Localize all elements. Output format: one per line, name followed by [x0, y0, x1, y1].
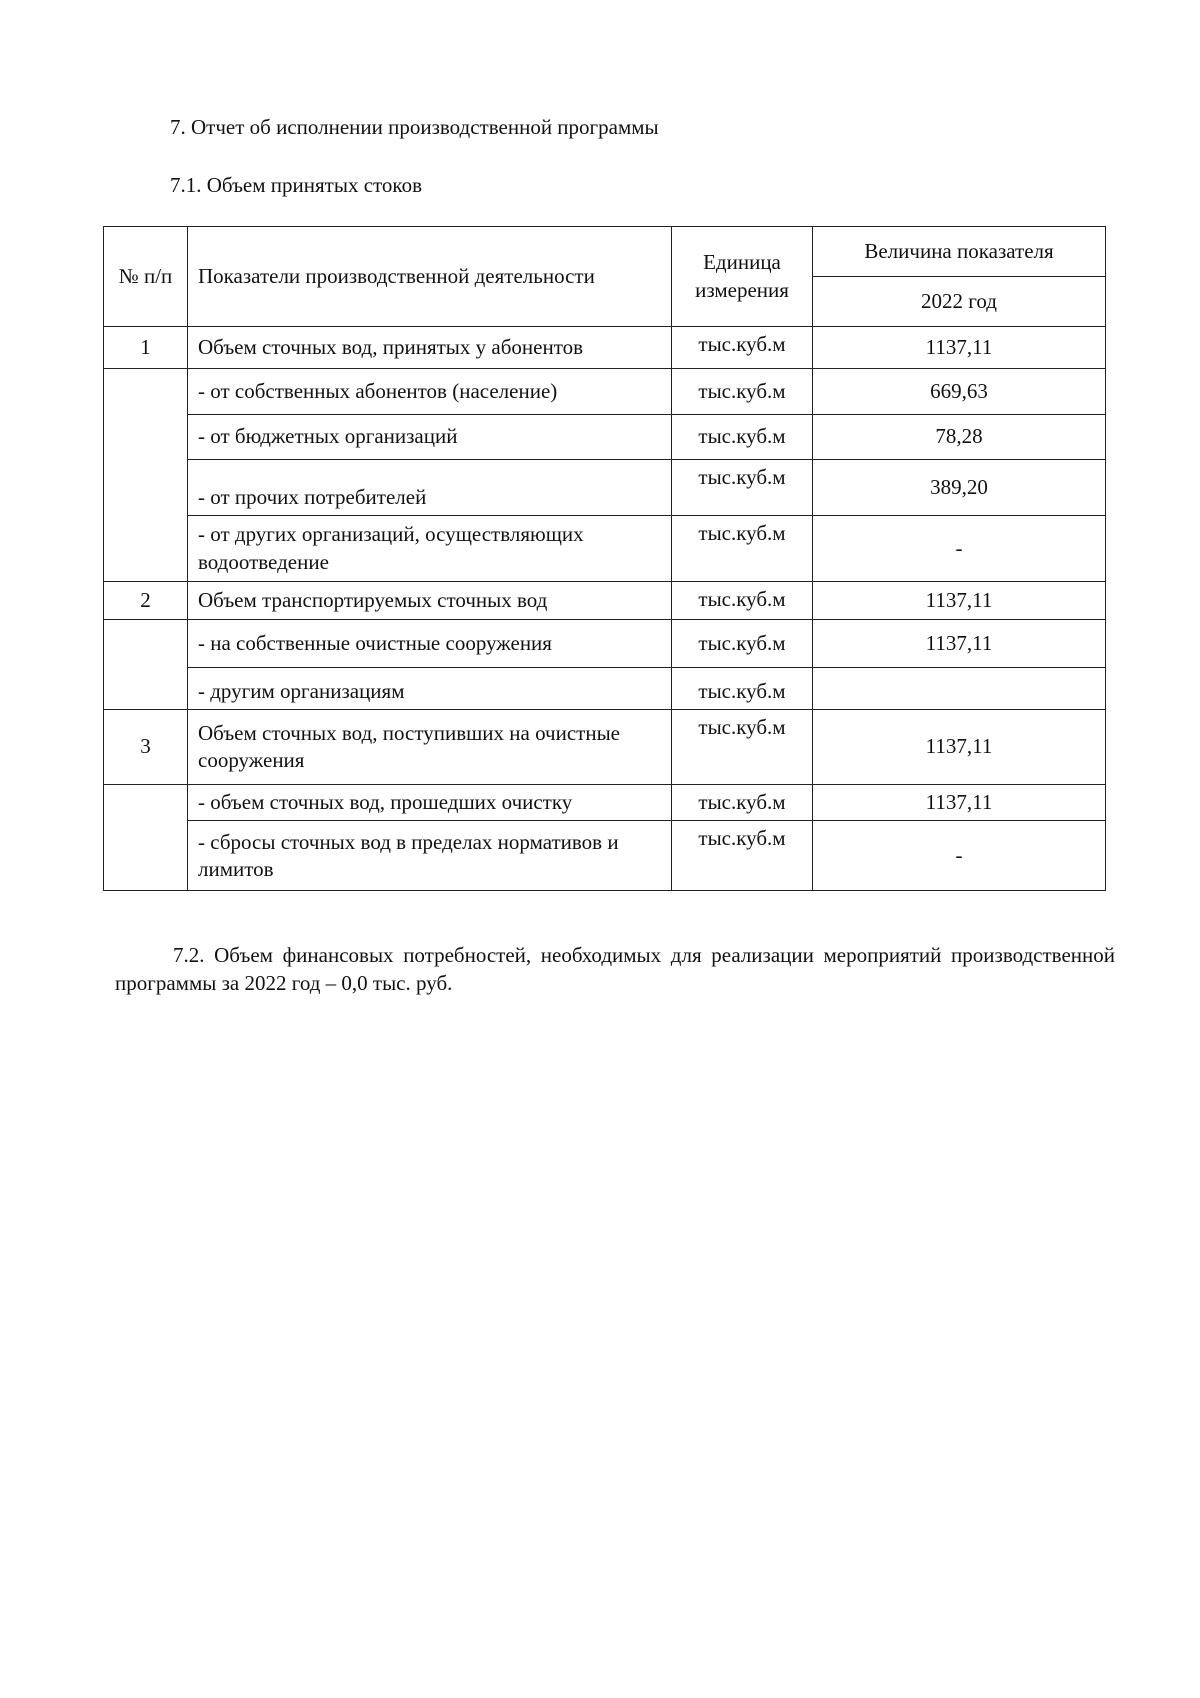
- row-name: - от других организаций, осуществляющих водоотведение: [188, 516, 672, 582]
- table-row: [104, 785, 1106, 821]
- row-value: 1137,11: [813, 620, 1106, 668]
- row-name: - на собственные очистные сооружения: [188, 620, 672, 668]
- row-num: [104, 620, 188, 710]
- row-name: - объем сточных вод, прошедших очистку: [188, 785, 672, 821]
- row-name: Объем транспортируемых сточных вод: [188, 582, 672, 620]
- table-row: [104, 460, 1106, 516]
- row-unit: тыс.куб.м: [672, 582, 813, 620]
- table-row: [104, 327, 1106, 369]
- financial-needs-paragraph: 7.2. Объем финансовых потребностей, необходимых для реализации мероприятий производственной программы за 2022 год – 0,0 тыс. руб.: [115, 943, 1115, 996]
- header-year: 2022 год: [813, 277, 1106, 327]
- row-name: - от собственных абонентов (население): [188, 369, 672, 415]
- row-name: - от бюджетных организаций: [188, 415, 672, 460]
- header-indicator: Показатели производственной деятельности: [188, 227, 672, 327]
- row-name: - от прочих потребителей: [188, 460, 672, 516]
- header-num: № п/п: [104, 227, 188, 327]
- row-value: 669,63: [813, 369, 1106, 415]
- row-value: 78,28: [813, 415, 1106, 460]
- row-value: -: [813, 821, 1106, 891]
- row-value: 1137,11: [813, 327, 1106, 369]
- row-num: [104, 785, 188, 891]
- row-unit: тыс.куб.м: [672, 668, 813, 710]
- row-unit: тыс.куб.м: [672, 369, 813, 415]
- table-row: [104, 415, 1106, 460]
- row-value: 389,20: [813, 460, 1106, 516]
- row-num: [104, 369, 188, 582]
- row-name: Объем сточных вод, поступивших на очистные сооружения: [188, 710, 672, 785]
- row-name: Объем сточных вод, принятых у абонентов: [188, 327, 672, 369]
- row-unit: тыс.куб.м: [672, 620, 813, 668]
- row-value: 1137,11: [813, 582, 1106, 620]
- table-row: [104, 620, 1106, 668]
- row-num: 1: [104, 327, 188, 369]
- row-num: 2: [104, 582, 188, 620]
- row-num: 3: [104, 710, 188, 785]
- row-name: - другим организациям: [188, 668, 672, 710]
- table-row: [104, 369, 1106, 415]
- table-row: [104, 516, 1106, 582]
- section-subtitle: 7.1. Объем принятых стоков: [170, 173, 422, 197]
- row-value: 1137,11: [813, 785, 1106, 821]
- header-value-group: Величина показателя: [813, 227, 1106, 277]
- row-unit: тыс.куб.м: [672, 516, 813, 582]
- table-row: [104, 668, 1106, 710]
- row-unit: тыс.куб.м: [672, 415, 813, 460]
- table-row: [104, 710, 1106, 785]
- row-unit: тыс.куб.м: [672, 460, 813, 516]
- row-value: -: [813, 516, 1106, 582]
- table-row: [104, 582, 1106, 620]
- row-unit: тыс.куб.м: [672, 327, 813, 369]
- row-unit: тыс.куб.м: [672, 710, 813, 785]
- row-unit: тыс.куб.м: [672, 785, 813, 821]
- row-value: 1137,11: [813, 710, 1106, 785]
- row-name: - сбросы сточных вод в пределах нормативов и лимитов: [188, 821, 672, 891]
- report-table: [103, 226, 1106, 891]
- row-value: [813, 668, 1106, 710]
- row-unit: тыс.куб.м: [672, 821, 813, 891]
- header-unit: Единица измерения: [672, 227, 813, 327]
- table-row: [104, 821, 1106, 891]
- section-title: 7. Отчет об исполнении производственной программы: [170, 115, 659, 139]
